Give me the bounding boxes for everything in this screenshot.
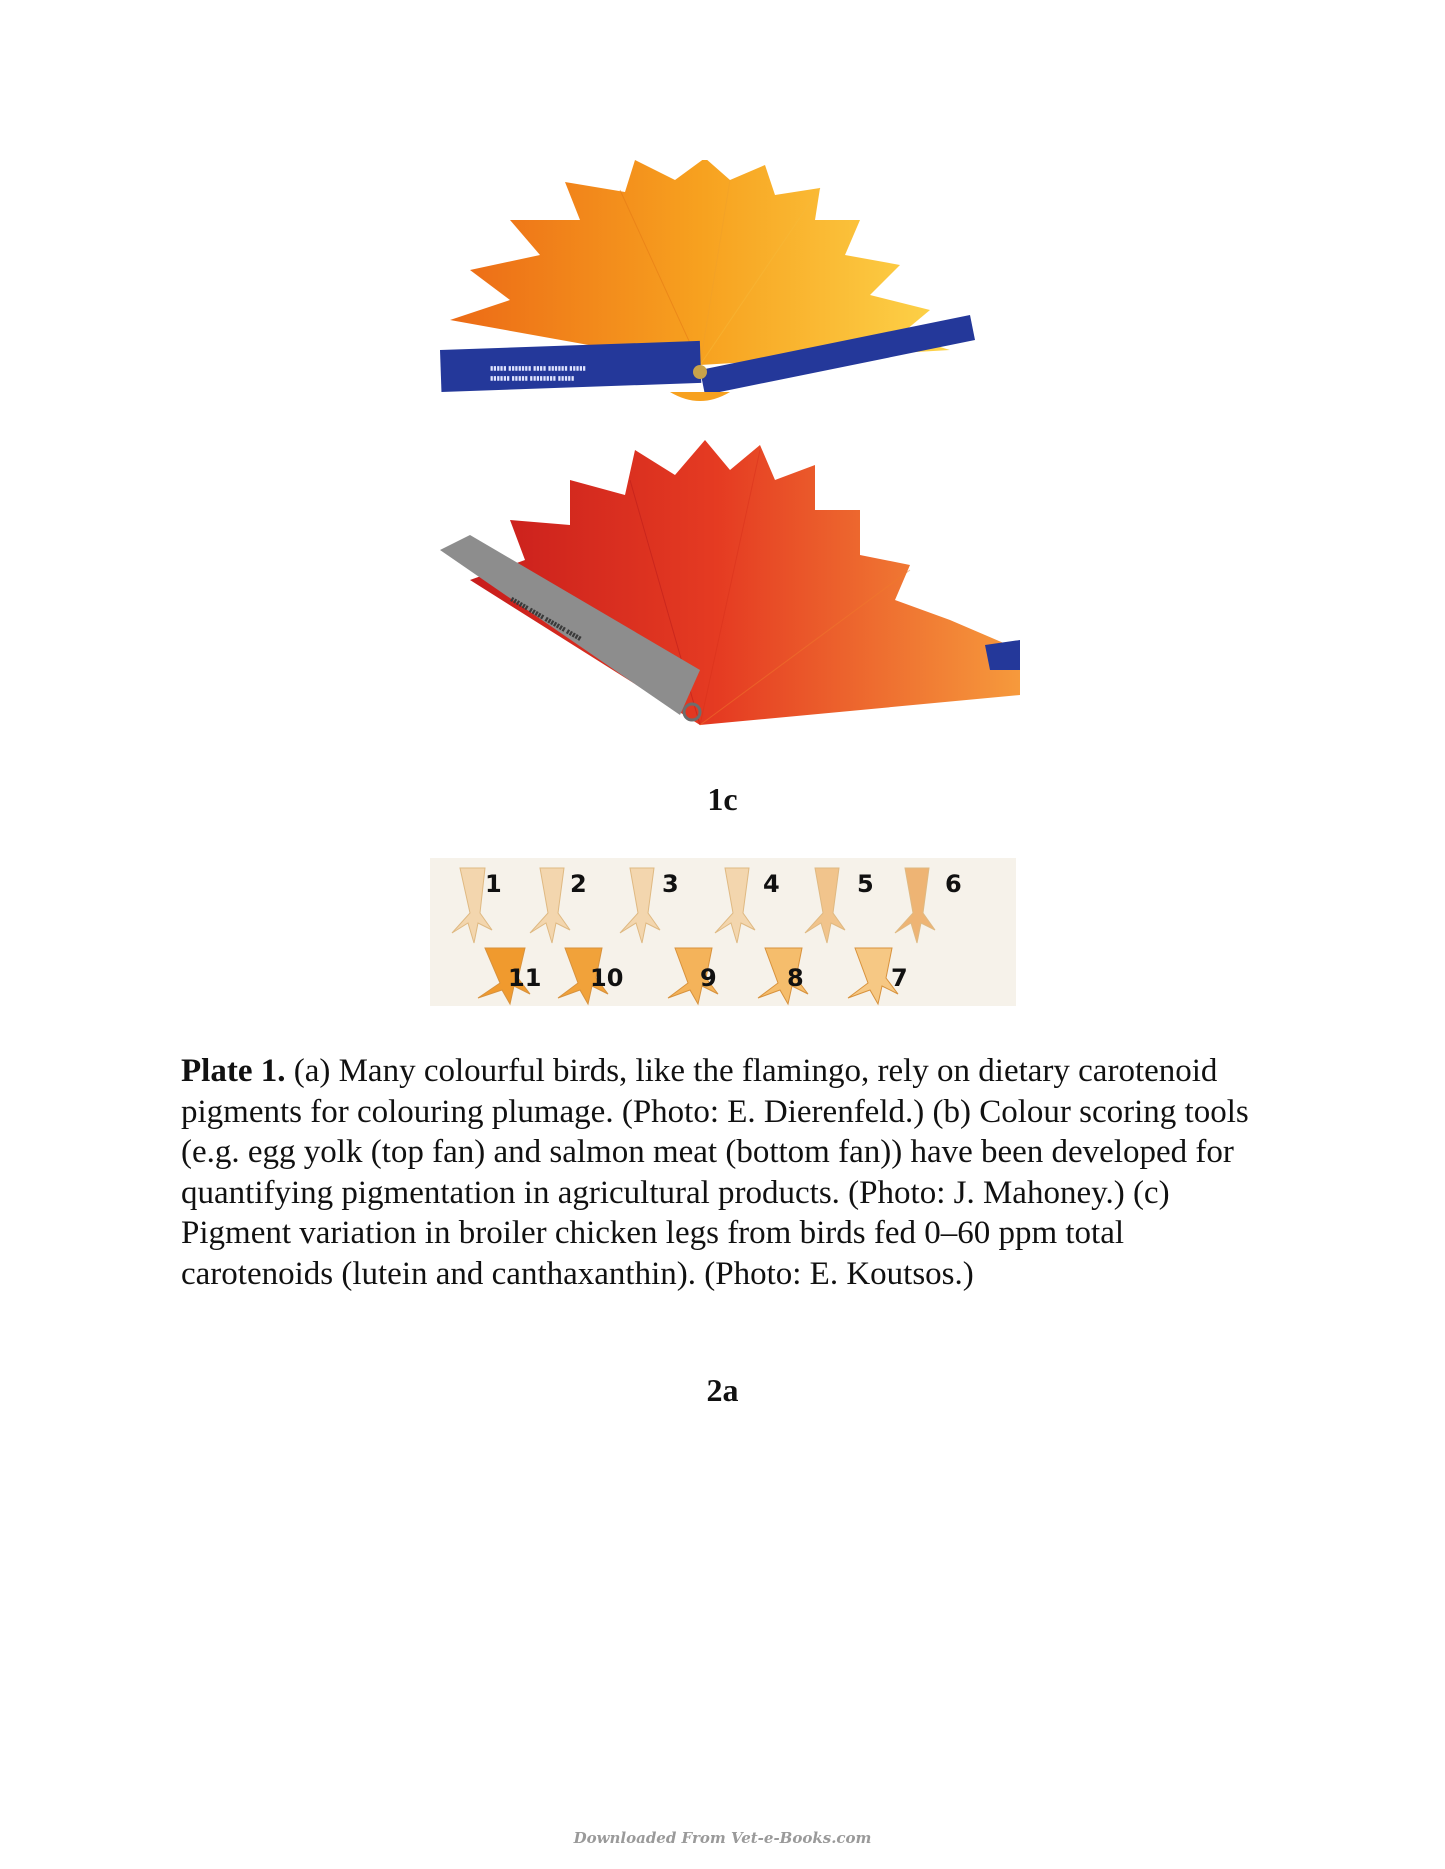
leg-number-3: 3 bbox=[662, 870, 679, 898]
egg-yolk-fan bbox=[440, 160, 975, 401]
leg-number-7: 7 bbox=[891, 964, 908, 992]
leg-number-6: 6 bbox=[945, 870, 962, 898]
chicken-legs-photo bbox=[430, 858, 1016, 1006]
leg-number-11: 11 bbox=[508, 964, 542, 992]
salmon-meat-fan bbox=[440, 440, 1020, 725]
leg-number-10: 10 bbox=[590, 964, 624, 992]
leg-number-5: 5 bbox=[857, 870, 874, 898]
caption-lead: Plate 1. bbox=[181, 1053, 286, 1089]
download-watermark: Downloaded From Vet-e-Books.com bbox=[573, 1829, 872, 1847]
svg-text:▮▮▮▮▮ ▮▮▮▮▮▮▮ ▮▮▮▮ ▮▮▮▮▮▮ ▮▮▮▮: ▮▮▮▮▮ ▮▮▮▮▮▮▮ ▮▮▮▮ ▮▮▮▮▮▮ ▮▮▮▮▮ bbox=[490, 366, 586, 372]
leg-number-1: 1 bbox=[485, 870, 502, 898]
leg-number-2: 2 bbox=[570, 870, 587, 898]
plate-label-2a: 2a bbox=[706, 1372, 739, 1408]
plate-label-1c: 1c bbox=[707, 781, 738, 817]
caption-text: (a) Many colourful birds, like the flamingo, rely on dietary carotenoid pigments for colouring plumage. (Photo: E. Dierenfeld.) (b) Colour scoring tools (e.g. egg yolk (top fan) and salmon meat (bottom fan)) have been developed for quantifying pigmentation in agricultural products. (Photo: J. Mahoney.) (c) Pigment variation in broiler chicken legs from birds fed 0–60 ppm total carotenoids (lutein and canthaxanthin). (Photo: E. Koutsos.) bbox=[181, 1053, 1249, 1292]
leg-number-4: 4 bbox=[763, 870, 780, 898]
colour-scoring-fans-photo bbox=[430, 160, 1020, 740]
plate-caption bbox=[181, 1051, 1271, 1294]
leg-number-8: 8 bbox=[787, 964, 804, 992]
svg-text:▮▮▮▮▮▮ ▮▮▮▮▮ ▮▮▮▮▮▮▮ ▮▮▮▮▮: ▮▮▮▮▮▮ ▮▮▮▮▮ ▮▮▮▮▮▮▮ ▮▮▮▮▮ bbox=[509, 596, 583, 643]
svg-text:▮▮▮▮▮▮ ▮▮▮▮▮ ▮▮▮▮▮▮▮▮ ▮▮▮▮▮: ▮▮▮▮▮▮ ▮▮▮▮▮ ▮▮▮▮▮▮▮▮ ▮▮▮▮▮ bbox=[490, 376, 575, 382]
leg-number-9: 9 bbox=[700, 964, 717, 992]
